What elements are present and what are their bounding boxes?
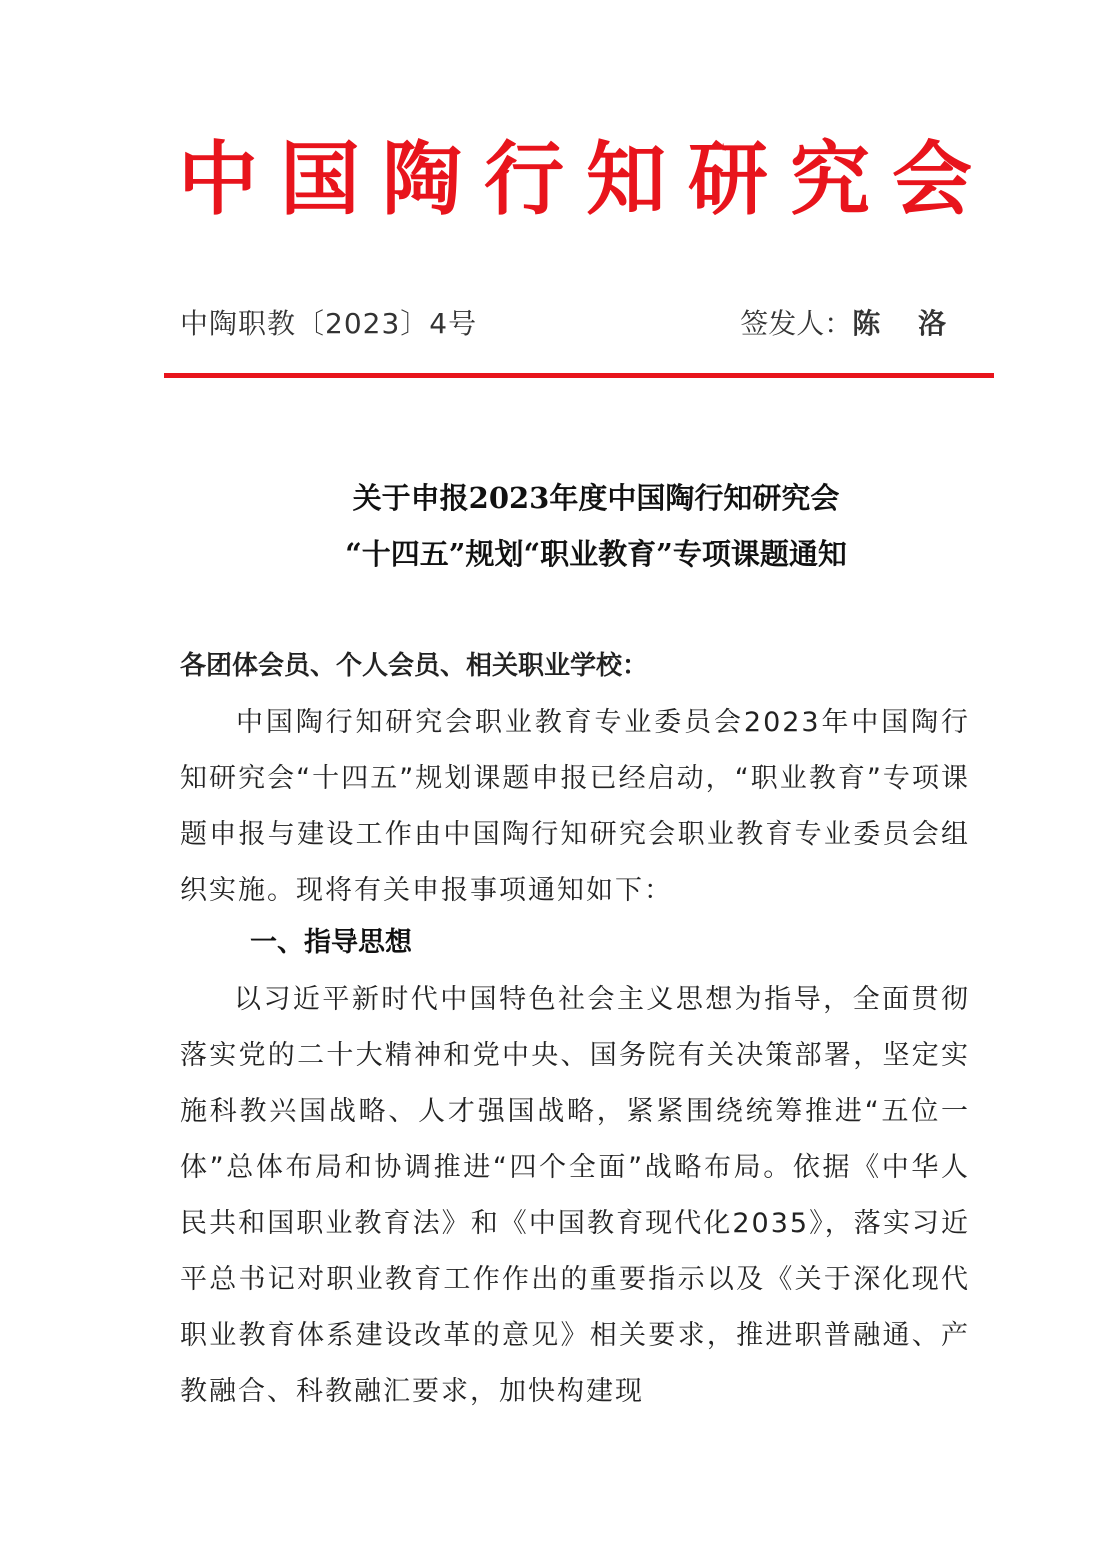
signer-block [740,302,960,342]
signer-name: 陈 洛 [852,307,960,340]
salutation: 各团体会员、个人会员、相关职业学校： [180,651,649,681]
document-meta-row [180,302,960,342]
section-1-heading: 一、指导思想 [250,927,412,958]
red-divider [164,373,994,378]
signer-label: 签发人： [740,307,853,340]
document-number: 中陶职教〔2023〕4号 [180,307,478,340]
intro-paragraph: 中国陶行知研究会职业教育专业委员会2023年中国陶行知研究会“十四五”规划课题申报已经启动，“职业教育”专项课题申报与建设工作由中国陶行知研究会职业教育专业委员会组织实施。现将有关申报事项通知如下： [180,707,970,906]
document-title [0,470,1102,582]
document-title-line-2: “十四五”规划“职业教育”专项课题通知 [345,537,847,571]
organization-header: 中国陶行知研究会 [178,133,994,226]
section-1-paragraph: 以习近平新时代中国特色社会主义思想为指导，全面贯彻落实党的二十大精神和党中央、国务院有关决策部署，坚定实施科教兴国战略、人才强国战略，紧紧围绕统筹推进“五位一体”总体布局和协调推进“四个全面”战略布局。依据《中华人民共和国职业教育法》和《中国教育现代化2035》，落实习近平总书记对职业教育工作作出的重要指示以及《关于深化现代职业教育体系建设改革的意见》相关要求，推进职普融通、产教融合、科教融汇要求，加快构建现 [180,984,970,1407]
document-title-line-1: 关于申报2023年度中国陶行知研究会 [352,481,840,515]
